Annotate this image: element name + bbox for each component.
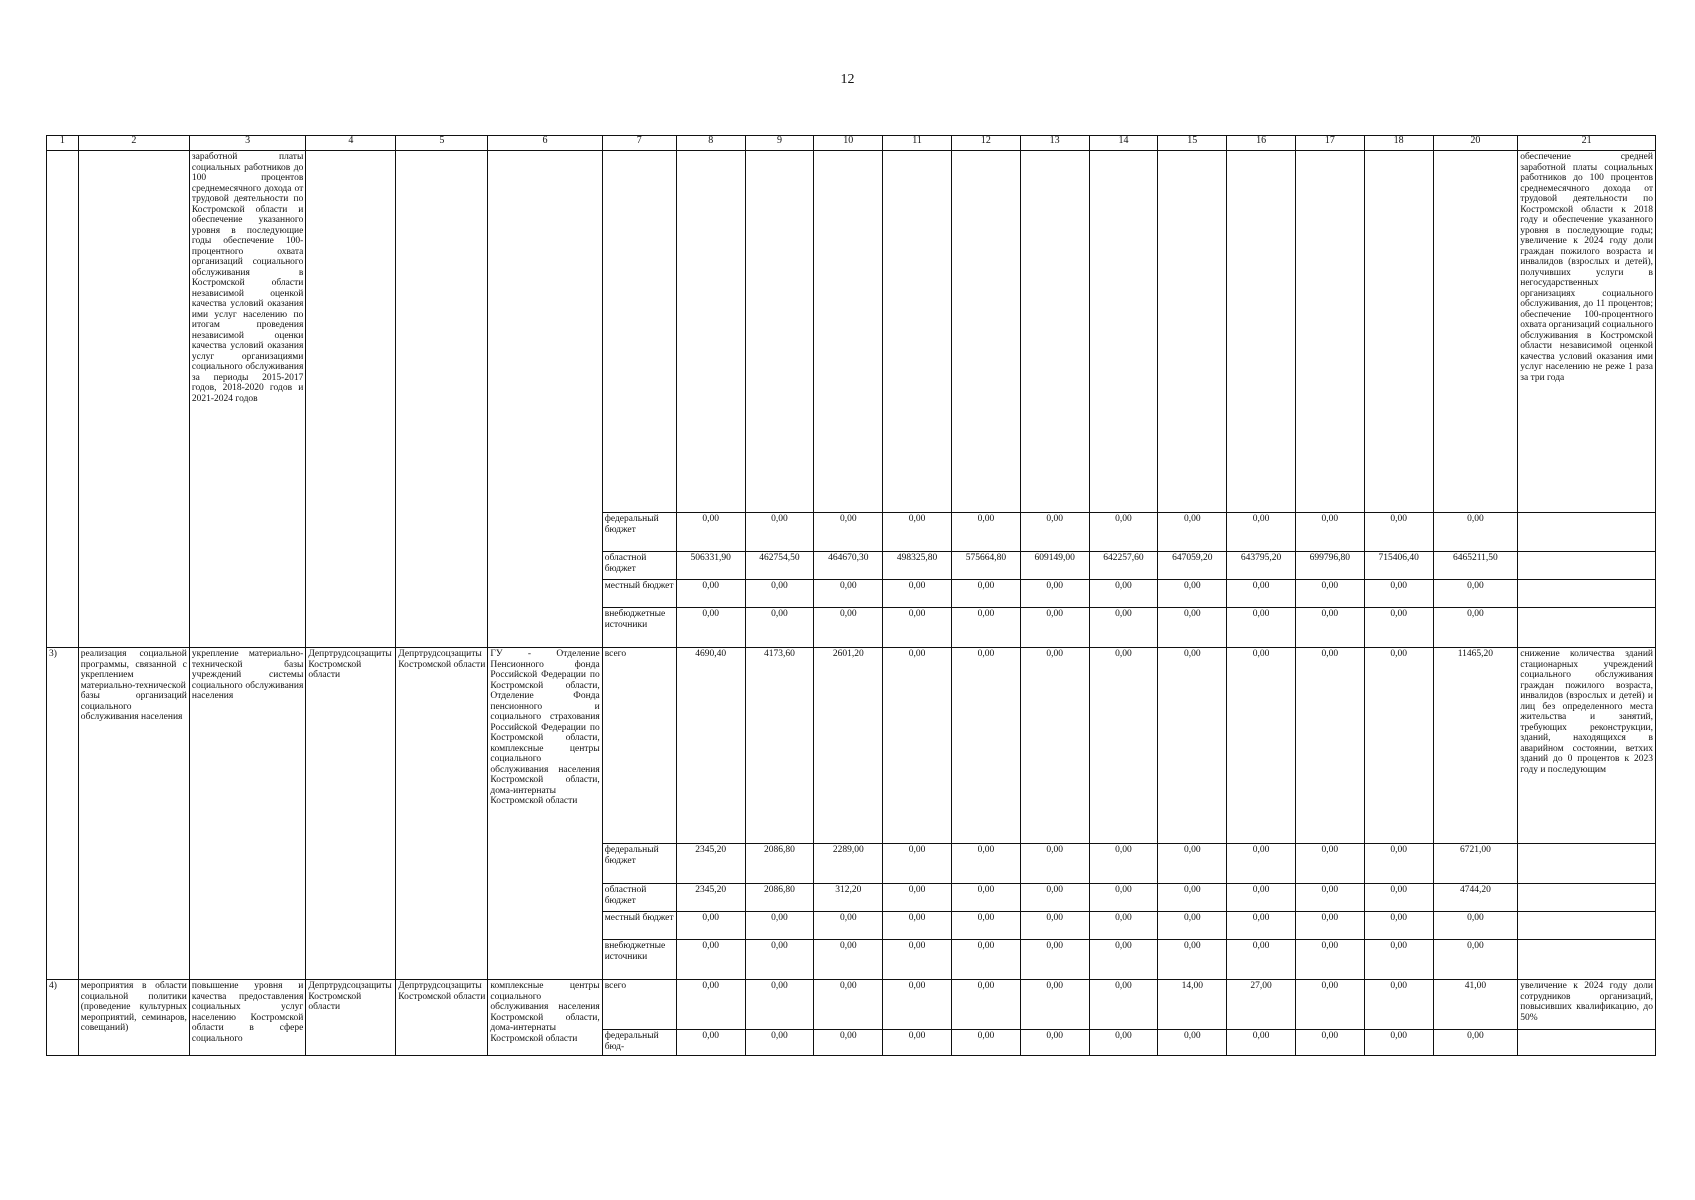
source-cell: федеральный бюджет (602, 844, 676, 884)
source-cell: федеральный бюд- (602, 1030, 676, 1056)
value-cell: 0,00 (1089, 884, 1158, 912)
source-cell (602, 151, 676, 513)
value-cell: 4744,20 (1433, 884, 1518, 912)
result-cell (1518, 844, 1656, 884)
table-row (47, 980, 1656, 1030)
value-cell: 0,00 (1364, 980, 1433, 1030)
value-cell: 0,00 (883, 912, 952, 940)
value-cell: 0,00 (1089, 1030, 1158, 1056)
header-cell: 12 (951, 136, 1020, 151)
value-cell: 0,00 (951, 648, 1020, 844)
value-cell: 0,00 (1089, 513, 1158, 552)
value-cell: 647059,20 (1158, 552, 1227, 580)
header-cell: 15 (1158, 136, 1227, 151)
event-cell (78, 151, 189, 648)
value-cell: 699796,80 (1295, 552, 1364, 580)
header-cell: 11 (883, 136, 952, 151)
value-cell: 0,00 (1158, 648, 1227, 844)
value-cell: 0,00 (951, 608, 1020, 648)
value-cell: 0,00 (1227, 844, 1296, 884)
value-cell: 0,00 (1364, 608, 1433, 648)
value-cell: 0,00 (1433, 608, 1518, 648)
value-cell: 0,00 (951, 580, 1020, 608)
value-cell: 0,00 (883, 580, 952, 608)
index-cell (47, 151, 79, 648)
value-cell: 0,00 (1158, 513, 1227, 552)
value-cell: 0,00 (1020, 912, 1089, 940)
value-cell: 0,00 (1020, 1030, 1089, 1056)
value-cell: 41,00 (1433, 980, 1518, 1030)
header-cell: 8 (676, 136, 745, 151)
value-cell: 0,00 (883, 1030, 952, 1056)
value-cell: 0,00 (951, 912, 1020, 940)
budget-table (46, 135, 1656, 1056)
header-cell: 21 (1518, 136, 1656, 151)
header-cell: 7 (602, 136, 676, 151)
header-cell: 6 (488, 136, 602, 151)
value-cell: 0,00 (1227, 940, 1296, 980)
value-cell: 0,00 (1227, 608, 1296, 648)
value-cell: 0,00 (1089, 912, 1158, 940)
value-cell: 11465,20 (1433, 648, 1518, 844)
value-cell: 0,00 (745, 513, 814, 552)
value-cell: 0,00 (1158, 912, 1227, 940)
value-cell: 0,00 (1295, 912, 1364, 940)
value-cell: 0,00 (1364, 844, 1433, 884)
header-cell: 4 (306, 136, 396, 151)
value-cell: 0,00 (883, 980, 952, 1030)
value-cell: 0,00 (1295, 980, 1364, 1030)
value-cell: 0,00 (1158, 1030, 1227, 1056)
value-cell: 506331,90 (676, 552, 745, 580)
value-cell: 575664,80 (951, 552, 1020, 580)
value-cell: 0,00 (676, 940, 745, 980)
header-cell: 10 (814, 136, 883, 151)
source-cell: федеральный бюджет (602, 513, 676, 552)
result-cell (1518, 884, 1656, 912)
value-cell: 0,00 (951, 513, 1020, 552)
col5-cell: Депртрудсоцзащиты Костромской области (396, 980, 488, 1056)
task-cell: заработной платы социальных работников до 100 процентов среднемесячного дохода от трудовой деятельности по Костромской области и обеспечение указанного уровня в последующие годы обеспечение 100-процентного охвата организаций социального обслуживания в Костромской области независимой оценкой качества условий оказания ими услуг населению по итогам проведения независимой оценки качества условий оказания услуг организациями социального обслуживания за периоды 2015-2017 годов, 2018-2020 годов и 2021-2024 годов (189, 151, 305, 648)
result-cell (1518, 1030, 1656, 1056)
value-cell: 0,00 (1295, 844, 1364, 884)
event-cell: реализация социальной программы, связанной с укреплением материально-технической базы организаций социального обслуживания населения (78, 648, 189, 980)
result-cell (1518, 580, 1656, 608)
value-cell: 0,00 (814, 940, 883, 980)
header-cell: 17 (1295, 136, 1364, 151)
value-cell: 0,00 (1158, 884, 1227, 912)
value-cell: 0,00 (1089, 608, 1158, 648)
value-cell: 0,00 (1089, 980, 1158, 1030)
value-cell: 2086,80 (745, 884, 814, 912)
value-cell: 0,00 (883, 648, 952, 844)
value-cell: 0,00 (676, 980, 745, 1030)
value-cell: 0,00 (883, 884, 952, 912)
value-cell: 0,00 (1364, 884, 1433, 912)
value-cell: 0,00 (1020, 884, 1089, 912)
value-cell: 609149,00 (1020, 552, 1089, 580)
value-cell: 0,00 (814, 912, 883, 940)
value-cell: 0,00 (1020, 513, 1089, 552)
value-cell: 14,00 (1158, 980, 1227, 1030)
source-cell: местный бюджет (602, 912, 676, 940)
result-cell: обеспечение средней заработной платы социальных работников до 100 процентов среднемесячного дохода от трудовой деятельности по Костромской области к 2018 году и обеспечение указанного уровня в последующие годы; увеличение к 2024 году доли граждан пожилого возраста и инвалидов (взрослых и детей), получивших услуги в негосударственных организациях социального обслуживания, до 11 процентов; обеспечение 100-процентного охвата организаций социального обслуживания в Костромской области независимой оценкой качества условий оказания ими услуг населению не реже 1 раза за три года (1518, 151, 1656, 513)
value-cell: 2601,20 (814, 648, 883, 844)
col4-cell: Депртрудсоцзащиты Костромской области (306, 648, 396, 980)
value-cell: 0,00 (1089, 940, 1158, 980)
result-cell (1518, 513, 1656, 552)
value-cell: 6721,00 (1433, 844, 1518, 884)
header-cell: 20 (1433, 136, 1518, 151)
index-cell: 4) (47, 980, 79, 1056)
value-cell: 0,00 (745, 580, 814, 608)
value-cell: 0,00 (1227, 648, 1296, 844)
value-cell: 0,00 (1020, 844, 1089, 884)
header-cell: 9 (745, 136, 814, 151)
value-cell: 642257,60 (1089, 552, 1158, 580)
value-cell: 0,00 (1433, 940, 1518, 980)
col5-cell (396, 151, 488, 648)
value-cell: 0,00 (951, 844, 1020, 884)
result-cell: увеличение к 2024 году доли сотрудников организаций, повысивших квалификацию, до 50% (1518, 980, 1656, 1030)
result-cell (1518, 912, 1656, 940)
value-cell: 0,00 (1227, 513, 1296, 552)
value-cell: 0,00 (1158, 580, 1227, 608)
value-cell: 643795,20 (1227, 552, 1296, 580)
value-cell: 0,00 (1433, 513, 1518, 552)
header-cell: 18 (1364, 136, 1433, 151)
value-cell: 0,00 (814, 513, 883, 552)
value-cell: 0,00 (745, 608, 814, 648)
value-cell: 0,00 (676, 1030, 745, 1056)
value-cell: 0,00 (1020, 608, 1089, 648)
value-cell: 0,00 (1433, 912, 1518, 940)
value-cell: 464670,30 (814, 552, 883, 580)
value-cell: 0,00 (1089, 580, 1158, 608)
table-row (47, 648, 1656, 844)
col4-cell (306, 151, 396, 648)
value-cell: 0,00 (814, 580, 883, 608)
value-cell: 0,00 (1158, 608, 1227, 648)
value-cell: 0,00 (1364, 580, 1433, 608)
header-cell: 16 (1227, 136, 1296, 151)
value-cell: 0,00 (951, 980, 1020, 1030)
value-cell: 0,00 (1295, 884, 1364, 912)
value-cell: 0,00 (745, 912, 814, 940)
value-cell: 2345,20 (676, 844, 745, 884)
header-cell: 5 (396, 136, 488, 151)
value-cell: 0,00 (745, 940, 814, 980)
value-cell: 0,00 (1364, 648, 1433, 844)
header-cell: 1 (47, 136, 79, 151)
table-row (47, 151, 1656, 513)
page-number: 12 (840, 72, 855, 87)
value-cell: 6465211,50 (1433, 552, 1518, 580)
value-cell: 0,00 (1295, 580, 1364, 608)
col4-cell: Депртрудсоцзащиты Костромской области (306, 980, 396, 1056)
value-cell: 0,00 (745, 1030, 814, 1056)
value-cell: 498325,80 (883, 552, 952, 580)
source-cell: областной бюджет (602, 552, 676, 580)
source-cell: областной бюджет (602, 884, 676, 912)
source-cell: внебюджетные источники (602, 940, 676, 980)
value-cell: 2289,00 (814, 844, 883, 884)
value-cell: 715406,40 (1364, 552, 1433, 580)
value-cell: 0,00 (883, 513, 952, 552)
source-cell: всего (602, 648, 676, 844)
header-cell: 2 (78, 136, 189, 151)
value-cell: 0,00 (1227, 1030, 1296, 1056)
value-cell: 0,00 (1089, 648, 1158, 844)
col6-cell (488, 151, 602, 648)
source-cell: внебюджетные источники (602, 608, 676, 648)
result-cell (1518, 552, 1656, 580)
value-cell: 2345,20 (676, 884, 745, 912)
value-cell: 0,00 (1295, 940, 1364, 980)
value-cell: 0,00 (883, 608, 952, 648)
value-cell: 0,00 (1295, 513, 1364, 552)
value-cell: 0,00 (676, 912, 745, 940)
value-cell: 0,00 (1295, 608, 1364, 648)
value-cell: 0,00 (676, 608, 745, 648)
value-cell: 0,00 (951, 884, 1020, 912)
value-cell: 0,00 (1364, 1030, 1433, 1056)
value-cell: 0,00 (1227, 580, 1296, 608)
value-cell: 0,00 (951, 1030, 1020, 1056)
value-cell: 312,20 (814, 884, 883, 912)
header-row (47, 136, 1656, 151)
value-cell: 0,00 (951, 940, 1020, 980)
col6-cell: комплексные центры социального обслуживания населения Костромской области, дома-интернаты Костромской области (488, 980, 602, 1056)
value-cell: 0,00 (1227, 912, 1296, 940)
value-cell: 0,00 (814, 608, 883, 648)
value-cell: 0,00 (676, 580, 745, 608)
col5-cell: Депртрудсоцзащиты Костромской области (396, 648, 488, 980)
col6-cell: ГУ - Отделение Пенсионного фонда Российской Федерации по Костромской области, Отделение Фонда пенсионного и социального страхования Российской Федерации по Костромской области, комплексные центры социального обслуживания населения Костромской области, дома-интернаты Костромской области (488, 648, 602, 980)
value-cell: 0,00 (883, 940, 952, 980)
value-cell: 0,00 (1089, 844, 1158, 884)
value-cell: 0,00 (1020, 980, 1089, 1030)
value-cell: 0,00 (814, 1030, 883, 1056)
task-cell: укрепление материально-технической базы учреждений системы социального обслуживания населения (189, 648, 305, 980)
value-cell: 0,00 (676, 513, 745, 552)
value-cell: 0,00 (1433, 1030, 1518, 1056)
header-cell: 13 (1020, 136, 1089, 151)
value-cell: 0,00 (1158, 940, 1227, 980)
value-cell: 27,00 (1227, 980, 1296, 1030)
task-cell: повышение уровня и качества предоставления социальных услуг населению Костромской области в сфере социального (189, 980, 305, 1056)
value-cell: 2086,80 (745, 844, 814, 884)
value-cell: 0,00 (1295, 648, 1364, 844)
header-cell: 14 (1089, 136, 1158, 151)
result-cell (1518, 608, 1656, 648)
value-cell: 0,00 (1158, 844, 1227, 884)
value-cell: 0,00 (1020, 580, 1089, 608)
value-cell: 0,00 (1020, 648, 1089, 844)
value-cell: 0,00 (883, 844, 952, 884)
value-cell: 0,00 (1020, 940, 1089, 980)
value-cell: 0,00 (1364, 940, 1433, 980)
value-cell: 0,00 (1295, 1030, 1364, 1056)
source-cell: всего (602, 980, 676, 1030)
value-cell: 0,00 (1364, 513, 1433, 552)
value-cell: 0,00 (745, 980, 814, 1030)
index-cell: 3) (47, 648, 79, 980)
value-cell: 462754,50 (745, 552, 814, 580)
value-cell: 0,00 (1227, 884, 1296, 912)
result-cell (1518, 940, 1656, 980)
value-cell: 0,00 (814, 980, 883, 1030)
value-cell: 4690,40 (676, 648, 745, 844)
result-cell: снижение количества зданий стационарных учреждений социального обслуживания граждан пожилого возраста, инвалидов (взрослых и детей) и лиц без определенного места жительства и занятий, требующих реконструкции, зданий, находящихся в аварийном состоянии, ветхих зданий до 0 процентов к 2023 году и последующим (1518, 648, 1656, 844)
value-cell: 0,00 (1433, 580, 1518, 608)
value-cell: 0,00 (1364, 912, 1433, 940)
source-cell: местный бюджет (602, 580, 676, 608)
value-cell: 4173,60 (745, 648, 814, 844)
header-cell: 3 (189, 136, 305, 151)
event-cell: мероприятия в области социальной политики (проведение культурных мероприятий, семинаров, совещаний) (78, 980, 189, 1056)
